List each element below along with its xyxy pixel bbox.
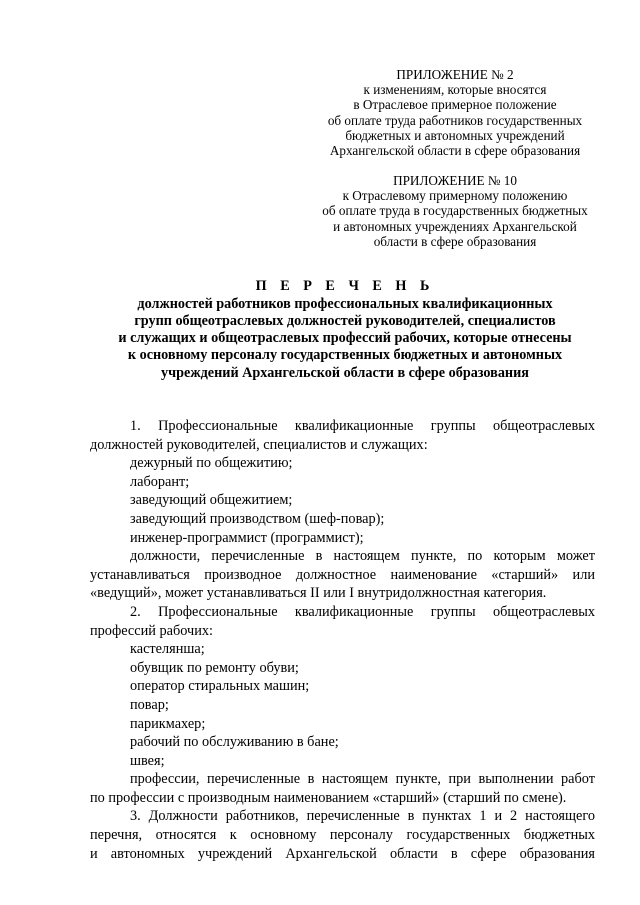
body-line: перечня, относятся к основному персоналу государственных бюджетных	[90, 827, 595, 844]
body-line: профессий рабочих:	[90, 622, 213, 639]
body-line: должности, перечисленные в настоящем пункте, по которым может	[130, 548, 595, 565]
body-line: устанавливаться производное должностное наименование «старший» или	[90, 566, 595, 583]
appendix-2-line: об оплате труда работников государственных	[327, 112, 583, 128]
list-item: обувщик по ремонту обуви;	[130, 659, 299, 676]
title-line: и служащих и общеотраслевых профессий рабочих, которые отнесены	[118, 330, 572, 347]
appendix-2-line: к изменениям, которые вносятся	[363, 82, 547, 98]
appendix-10-line: ПРИЛОЖЕНИЕ № 10	[393, 173, 517, 188]
appendix-10-header	[300, 173, 610, 249]
list-item: рабочий по обслуживанию в бане;	[130, 734, 339, 751]
appendix-10-line: к Отраслевому примерному положению	[342, 188, 568, 204]
body-line: «ведущий», может устанавливаться II или I внутридолжностная категория.	[90, 585, 547, 602]
appendix-2-line: Архангельской области в сфере образования	[329, 143, 581, 159]
appendix-2-header	[300, 67, 610, 158]
appendix-10-line: и автономных учреждениях Архангельской	[333, 218, 577, 234]
list-item: инженер-программист (программист);	[130, 529, 364, 546]
appendix-2-line: бюджетных и автономных учреждений	[345, 127, 565, 143]
list-item: швея;	[130, 752, 165, 769]
list-item: парикмахер;	[130, 715, 206, 732]
body-line: 1. Профессиональные квалификационные группы общеотраслевых	[130, 418, 595, 434]
list-item: дежурный по общежитию;	[130, 455, 293, 472]
appendix-10-line: об оплате труда в государственных бюджетных	[322, 203, 588, 219]
title-line: учреждений Архангельской области в сфере образования	[161, 364, 529, 381]
body-line: по профессии с производным наименованием «старший» (старший по смене).	[90, 789, 567, 806]
list-item: заведующий производством (шеф-повар);	[130, 510, 385, 527]
title-line: должностей работников профессиональных квалификационных	[137, 295, 553, 312]
body-line: 3. Должности работников, перечисленные в пунктах 1 и 2 настоящего	[130, 808, 595, 825]
document-body	[90, 417, 595, 863]
appendix-10-line: области в сфере образования	[373, 233, 537, 249]
appendix-2-line: в Отраслевое примерное положение	[353, 97, 557, 113]
title-line: к основному персоналу государственных бюджетных и автономных	[127, 347, 563, 364]
appendix-2-line: ПРИЛОЖЕНИЕ № 2	[396, 67, 514, 82]
list-item: лаборант;	[130, 473, 190, 490]
body-line: должностей руководителей, специалистов и служащих:	[90, 436, 428, 453]
list-item: кастелянша;	[130, 641, 205, 658]
body-line: профессии, перечисленные в настоящем пункте, при выполнении работ	[130, 771, 595, 788]
body-line: 2. Профессиональные квалификационные группы общеотраслевых	[130, 603, 595, 620]
title-line: групп общеотраслевых должностей руководителей, специалистов	[134, 312, 556, 329]
document-title	[60, 278, 630, 382]
title-heading: П Е Р Е Ч Е Н Ь	[255, 278, 435, 294]
list-item: повар;	[130, 696, 169, 713]
list-item: заведующий общежитием;	[130, 492, 293, 509]
list-item: оператор стиральных машин;	[130, 678, 310, 695]
body-line: и автономных учреждений Архангельской области в сфере образования	[90, 845, 595, 862]
